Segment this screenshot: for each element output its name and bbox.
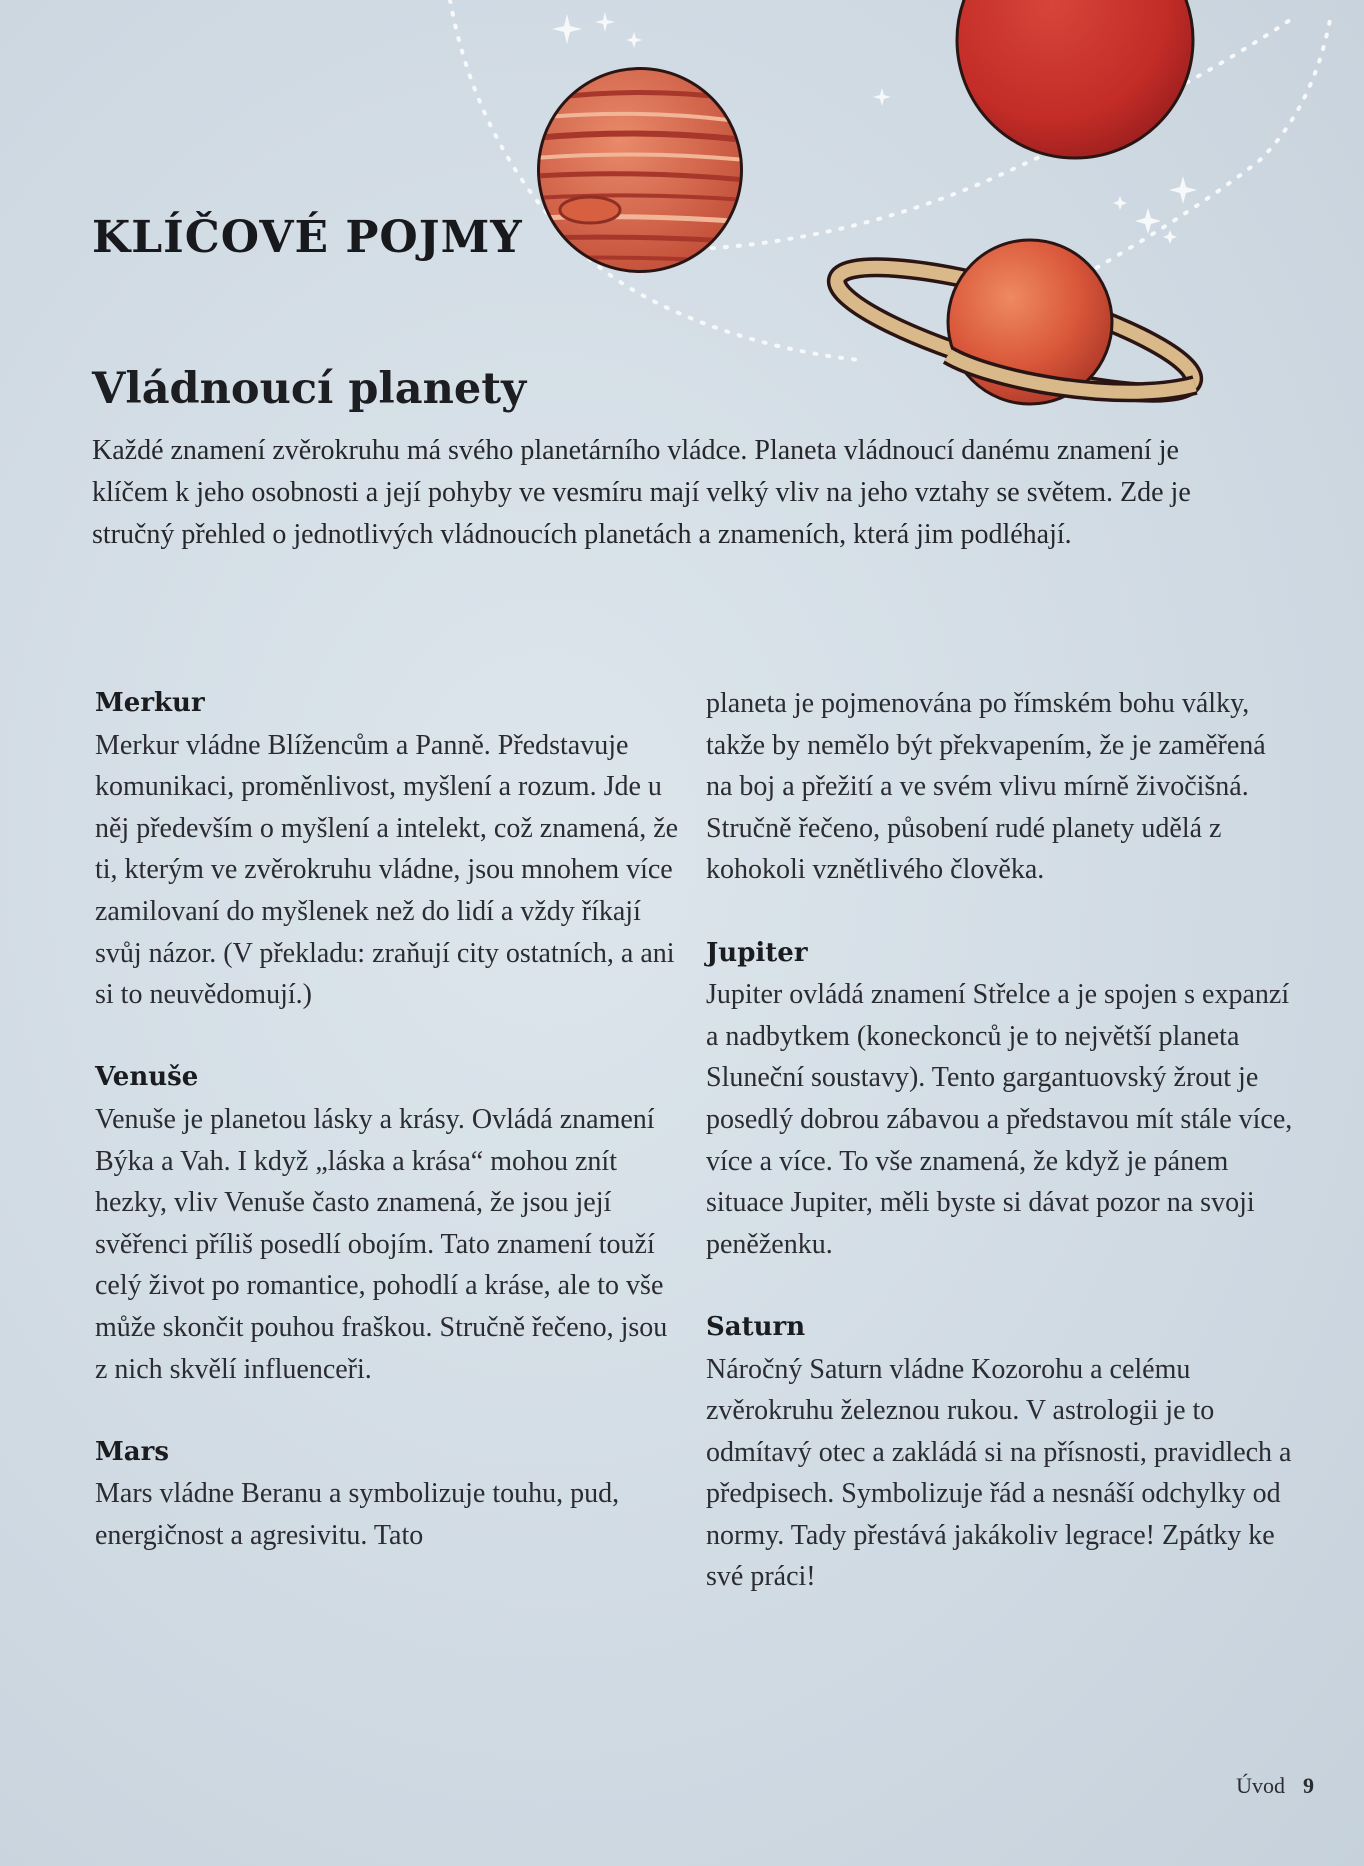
heading-mars: Mars xyxy=(95,1436,169,1467)
heading-merkur: Merkur xyxy=(95,688,205,718)
heading-venuse: Venuše xyxy=(95,1062,199,1093)
text-mars-continued: planeta je pojmenována po římském bohu války, takže by nemělo být překvapením, že je zaměřená na boj a přežití a ve svém vlivu mírně živočišná. Stručně řečeno, působení rudé planety udělá z kohokoli vznětlivého člověka. xyxy=(706,688,1266,886)
left-column xyxy=(95,683,685,1598)
section-kicker: KLÍČOVÉ POJMY xyxy=(92,212,523,263)
heading-jupiter: Jupiter xyxy=(706,937,808,968)
saturn-planet xyxy=(827,240,1204,418)
page-footer xyxy=(1236,1773,1314,1799)
intro-paragraph: Každé znamení zvěrokruhu má svého planetárního vládce. Planeta vládnoucí danému znamení je klíčem k jeho osobnosti a její pohyby ve vesmíru mají velký vliv na jeho vztahy se světem. Zde je stručný přehled o jednotlivých vládnoucích planetách a znameních, která jim podléhají. xyxy=(92,435,1191,550)
page-title: Vládnoucí planety xyxy=(92,364,527,414)
jupiter-planet xyxy=(535,67,745,273)
heading-saturn: Saturn xyxy=(706,1311,806,1342)
right-column xyxy=(706,683,1296,1640)
text-saturn: Náročný Saturn vládne Kozorohu a celému zvěrokruhu železnou rukou. V astrologii je to odmítavý otec a zakládá si na přísnosti, pravidlech a předpisech. Symbolizuje řád a nesnáší odchylky od normy. Tady přestává jakákoliv legrace! Zpátky ke své práci! xyxy=(706,1353,1292,1593)
mars-planet xyxy=(957,0,1193,158)
text-jupiter: Jupiter ovládá znamení Střelce a je spojen s expanzí a nadbytkem (koneckonců je to největší planeta Sluneční soustavy). Tento gargantuovský žrout je posedlý dobrou zábavou a představou mít stále více, více a více. To vše znamená, že když je pánem situace Jupiter, měli byste si dávat pozor na svoji peněženku. xyxy=(706,979,1293,1260)
footer-section-label: Úvod xyxy=(1236,1773,1285,1798)
page-number: 9 xyxy=(1303,1773,1314,1798)
text-venuse: Venuše je planetou lásky a krásy. Ovládá znamení Býka a Vah. I když „láska a krása“ mohou znít hezky, vliv Venuše často znamená, že jsou její svěřenci příliš posedlí obojím. Tato znamení touží celý život po romantice, pohodlí a kráse, ale to vše může skončit pouhou fraškou. Stručně řečeno, jsou z nich skvělí influenceři. xyxy=(95,1103,668,1385)
planets-illustration xyxy=(0,0,1364,420)
text-mars: Mars vládne Beranu a symbolizuje touhu, pud, energičnost a agresivitu. Tato xyxy=(95,1478,620,1551)
text-merkur: Merkur vládne Blížencům a Panně. Představuje komunikaci, proměnlivost, myšlení a rozum. Jde u něj především o myšlení a intelekt, což znamená, že ti, kterým ve zvěrokruhu vládne, jsou mnohem více zamilovaní do myšlenek než do lidí a vždy říkají svůj názor. (V překladu: zraňují city ostatních, a ani si to neuvědomují.) xyxy=(95,729,679,1011)
